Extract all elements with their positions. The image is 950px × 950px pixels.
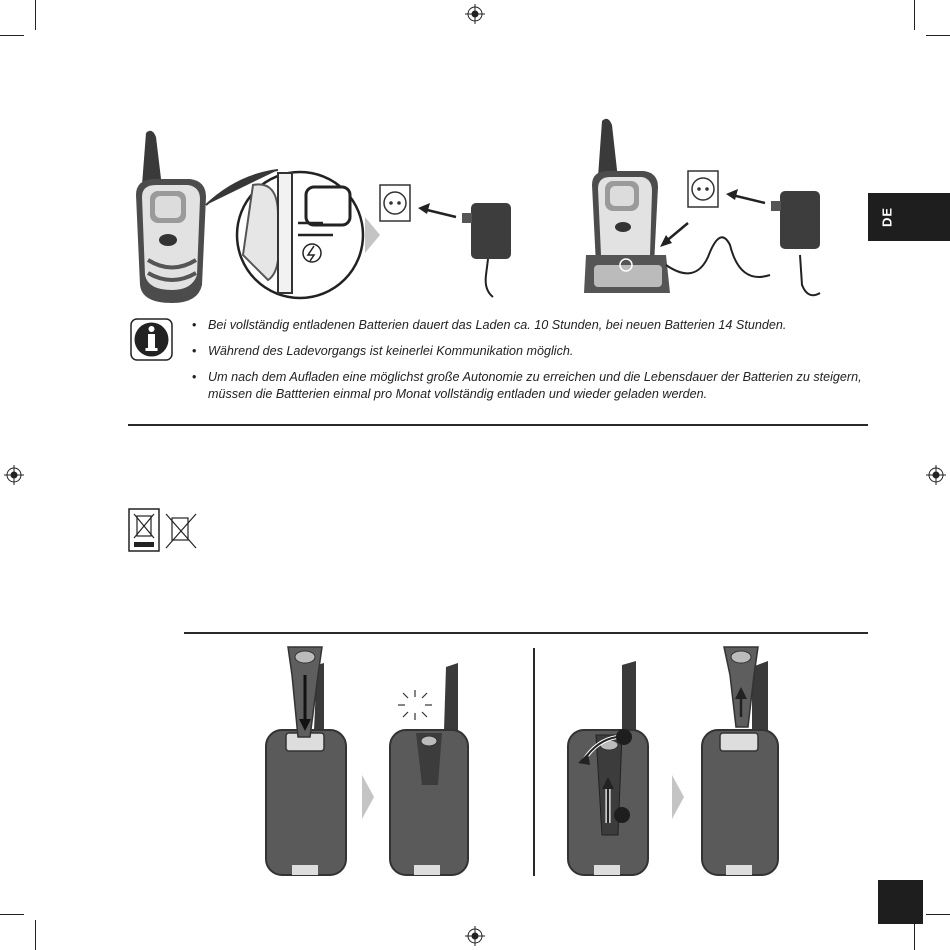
note-text: Während des Ladevorgangs ist keinerlei Kommunikation möglich. [208,344,574,358]
info-icon [130,318,173,361]
registration-mark-icon [465,926,485,946]
list-item: • Bei vollständig entladenen Batterien dauert das Laden ca. 10 Stunden, bei neuen Batterien 14 Stunden. [192,318,787,332]
crop-mark [914,920,915,950]
list-item: • Während des Ladevorgangs ist keinerlei Kommunikation möglich. [192,344,574,358]
crossed-out-bin-icon [128,508,200,552]
belt-clip-remove-illustration [562,645,787,880]
radio-charging-adapter-illustration [128,125,528,310]
note-text: Um nach dem Aufladen eine möglichst große Autonomie zu erreichen und die Lebensdauer der Batterien zu steigern, müssen die Battterien einmal pro Monat vollständig entladen und wieder geladen werden. [208,370,862,401]
crop-mark [0,914,24,915]
note-text: Bei vollständig entladenen Batterien dauert das Laden ca. 10 Stunden, bei neuen Batterien 14 Stunden. [208,318,787,332]
crop-mark [926,35,950,36]
charging-notes-list [192,317,882,412]
language-tab [868,193,950,241]
crop-mark [926,914,950,915]
belt-clip-attach-illustration [262,645,477,880]
registration-mark-icon [926,465,946,485]
crop-mark [35,920,36,950]
list-item: • Um nach dem Aufladen eine möglichst große Autonomie zu erreichen und die Lebensdauer der Batterien zu steigern, müssen die Battterien einmal pro Monat vollständig entladen und wieder geladen werden. [192,370,862,401]
registration-mark-icon [4,465,24,485]
section-divider [184,632,868,634]
section-divider-vertical [533,648,535,876]
registration-mark-icon [465,4,485,24]
crop-mark [0,35,24,36]
page-number-box [878,880,923,924]
crop-mark [35,0,36,30]
radio-charging-cradle-illustration [580,115,830,305]
section-divider [128,424,868,426]
crop-mark [914,0,915,30]
language-tab-label: DE [879,206,895,228]
